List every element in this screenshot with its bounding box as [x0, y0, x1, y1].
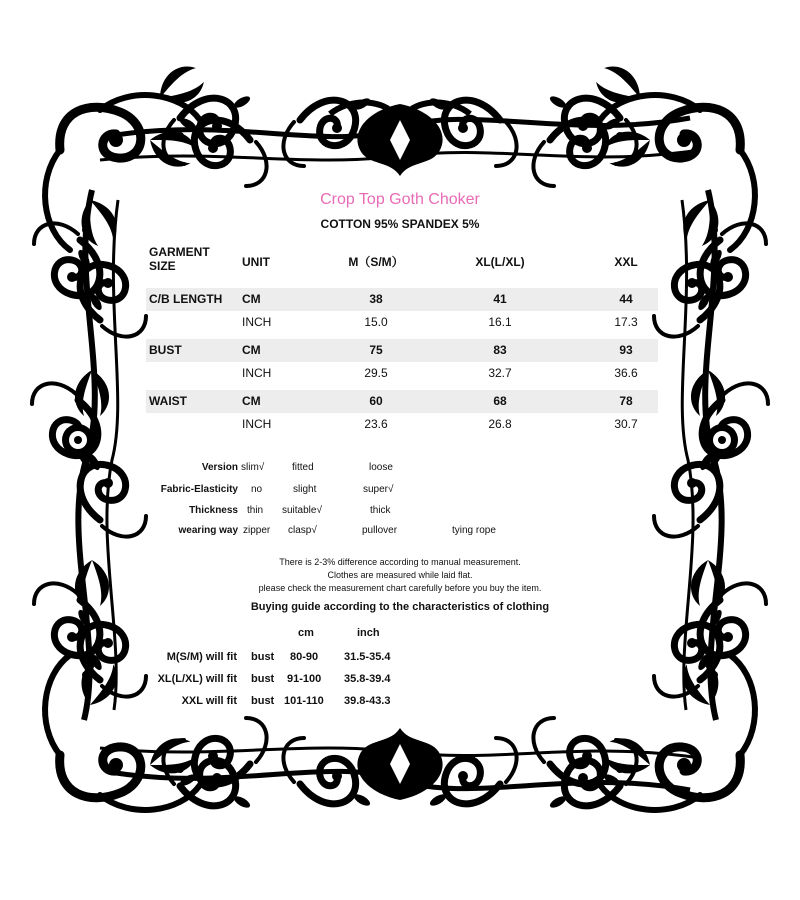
row-unit: INCH [242, 315, 272, 329]
guide-cm: 91-100 [287, 673, 322, 685]
guide-col-cm: cm [298, 627, 314, 639]
option-pullover: pullover [362, 525, 398, 536]
row-measure: WAIST [149, 394, 187, 408]
size-chart-table [146, 245, 658, 436]
row-measure: C/B LENGTH [149, 292, 223, 306]
row-value-m: 60 [369, 394, 383, 408]
option-super [363, 484, 394, 495]
option-clasp [288, 525, 317, 536]
option-label-version: Version [201, 462, 238, 473]
table-row [146, 311, 658, 334]
note-line: Clothes are measured while laid flat. [327, 570, 473, 580]
guide-inch: 31.5-35.4 [344, 651, 391, 663]
option-tying-rope: tying rope [452, 525, 496, 536]
row-unit: CM [242, 292, 261, 306]
row-unit: CM [242, 394, 261, 408]
row-value-m: 75 [369, 343, 383, 357]
size-chart-header [146, 245, 658, 285]
row-value-xl: 16.1 [488, 315, 512, 329]
option-label-wearing-way: wearing way [178, 525, 238, 536]
row-value-xxl: 17.3 [614, 315, 638, 329]
guide-cm: 101-110 [284, 695, 324, 707]
row-unit: CM [242, 343, 261, 357]
header-garment-line2: SIZE [149, 259, 176, 273]
row-value-xxl: 44 [619, 292, 633, 306]
header-size-xxl: XXL [614, 255, 638, 269]
header-size-xl: XL(L/XL) [475, 255, 525, 269]
option-slight: slight [293, 484, 317, 495]
option-label-elasticity: Fabric-Elasticity [160, 484, 238, 495]
row-value-xxl: 78 [619, 394, 633, 408]
row-value-xl: 68 [493, 394, 507, 408]
guide-cm: 80-90 [290, 651, 319, 663]
row-unit: INCH [242, 366, 272, 380]
row-value-xxl: 93 [619, 343, 633, 357]
option-text: slim [241, 462, 259, 473]
page-title: Crop Top Goth Choker [320, 191, 480, 208]
note-line: please check the measurement chart carefully before you buy the item. [258, 583, 542, 593]
table-row [146, 362, 658, 385]
row-measure: BUST [149, 343, 182, 357]
table-row [146, 288, 658, 311]
row-value-m: 23.6 [364, 417, 388, 431]
row-value-xl: 41 [493, 292, 507, 306]
option-text: suitable [282, 505, 317, 516]
header-garment-size [149, 245, 210, 273]
guide-size-label: XXL will fit [181, 695, 237, 707]
option-slim [241, 462, 264, 473]
checkmark-icon: √ [388, 484, 394, 495]
checkmark-icon: √ [311, 525, 317, 536]
note-line: There is 2-3% difference according to manual measurement. [279, 557, 521, 567]
option-no: no [251, 484, 263, 495]
option-fitted: fitted [292, 462, 314, 473]
table-row [146, 413, 658, 436]
guide-part: bust [251, 695, 275, 707]
row-value-m: 29.5 [364, 366, 388, 380]
option-thin: thin [247, 505, 264, 516]
table-row [146, 390, 658, 413]
guide-part: bust [251, 673, 275, 685]
guide-size-label: XL(L/XL) will fit [157, 673, 237, 685]
row-value-m: 38 [369, 292, 383, 306]
table-row [146, 339, 658, 362]
checkmark-icon: √ [316, 505, 322, 516]
option-loose: loose [369, 462, 393, 473]
row-value-xxl: 30.7 [614, 417, 638, 431]
guide-inch: 39.8-43.3 [344, 695, 391, 707]
guide-inch: 35.8-39.4 [344, 673, 391, 685]
row-value-m: 15.0 [364, 315, 388, 329]
guide-part: bust [251, 651, 275, 663]
row-value-xl: 26.8 [488, 417, 512, 431]
row-value-xxl: 36.6 [614, 366, 638, 380]
option-text: clasp [288, 525, 312, 536]
row-unit: INCH [242, 417, 272, 431]
buying-guide-title: Buying guide according to the characteristics of clothing [250, 601, 550, 613]
option-label-thickness: Thickness [189, 505, 238, 516]
option-suitable [282, 505, 322, 516]
option-thick: thick [370, 505, 391, 516]
option-text: super [363, 484, 389, 495]
option-zipper: zipper [243, 525, 271, 536]
checkmark-icon: √ [258, 462, 265, 473]
header-size-m: M（S/M） [348, 255, 404, 269]
fabric-composition: COTTON 95% SPANDEX 5% [320, 217, 480, 231]
header-unit: UNIT [242, 255, 270, 269]
row-value-xl: 32.7 [488, 366, 512, 380]
row-value-xl: 83 [493, 343, 507, 357]
guide-col-inch: inch [357, 627, 380, 639]
guide-size-label: M(S/M) will fit [166, 651, 237, 663]
header-garment-line1: GARMENT [149, 245, 210, 259]
